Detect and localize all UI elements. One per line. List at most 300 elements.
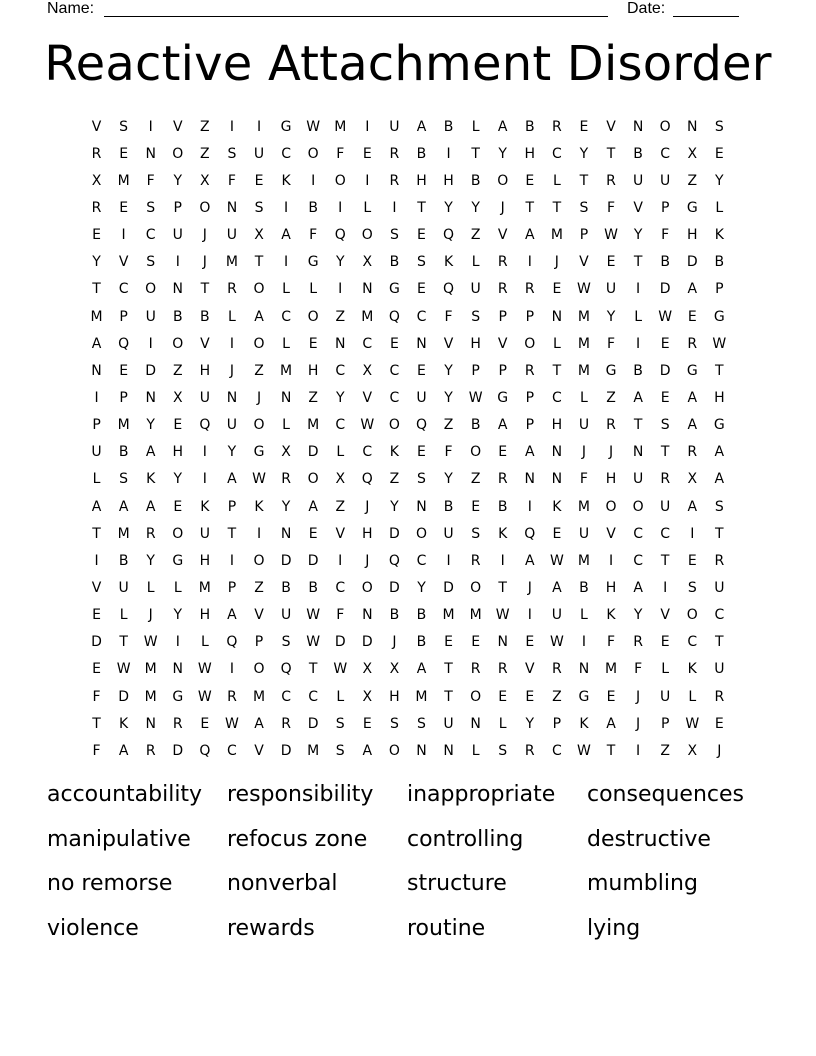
grid-letter[interactable]: E (687, 308, 697, 325)
grid-letter[interactable]: T (200, 281, 210, 298)
grid-letter[interactable]: I (148, 118, 153, 135)
grid-letter[interactable]: Y (335, 389, 345, 406)
grid-letter[interactable]: R (470, 661, 481, 678)
grid-letter[interactable]: M (117, 525, 130, 542)
grid-letter[interactable]: B (281, 579, 291, 596)
grid-letter[interactable]: R (687, 335, 698, 352)
grid-letter[interactable]: S (417, 715, 426, 732)
grid-letter[interactable]: N (362, 281, 373, 298)
grid-letter[interactable]: J (365, 498, 370, 515)
grid-letter[interactable]: A (281, 227, 291, 244)
grid-letter[interactable]: M (577, 498, 590, 515)
grid-letter[interactable]: X (362, 661, 373, 678)
grid-letter[interactable]: L (363, 199, 372, 216)
grid-letter[interactable]: X (687, 471, 698, 488)
grid-letter[interactable]: S (714, 498, 724, 515)
grid-letter[interactable]: P (471, 362, 480, 379)
grid-letter[interactable]: C (335, 417, 346, 434)
grid-letter[interactable]: I (338, 199, 343, 216)
grid-letter[interactable]: L (228, 308, 236, 325)
grid-letter[interactable]: P (525, 308, 535, 325)
grid-letter[interactable]: U (443, 715, 454, 732)
grid-letter[interactable]: N (280, 525, 292, 542)
grid-letter[interactable]: Q (443, 281, 455, 298)
grid-letter[interactable]: E (173, 498, 183, 515)
grid-letter[interactable]: L (552, 335, 561, 352)
grid-letter[interactable]: O (172, 335, 184, 352)
grid-letter[interactable]: R (714, 552, 725, 569)
grid-letter[interactable]: N (172, 661, 184, 678)
grid-letter[interactable]: E (687, 552, 697, 569)
grid-letter[interactable]: S (389, 715, 399, 732)
grid-letter[interactable]: Z (606, 389, 616, 406)
grid-letter[interactable]: W (143, 634, 158, 651)
grid-letter[interactable]: J (202, 254, 207, 271)
grid-letter[interactable]: W (468, 389, 483, 406)
grid-letter[interactable]: L (309, 281, 318, 298)
grid-letter[interactable]: I (202, 444, 207, 461)
grid-letter[interactable]: X (91, 172, 102, 189)
grid-letter[interactable]: Z (470, 471, 481, 488)
grid-letter[interactable]: P (173, 199, 182, 216)
grid-letter[interactable]: W (197, 688, 212, 705)
grid-letter[interactable]: E (119, 145, 129, 162)
grid-letter[interactable]: X (362, 362, 373, 379)
grid-letter[interactable]: C (660, 525, 671, 542)
grid-letter[interactable]: Z (335, 308, 346, 325)
grid-letter[interactable]: U (118, 579, 129, 596)
grid-letter[interactable]: G (172, 688, 184, 705)
grid-letter[interactable]: F (661, 227, 670, 244)
grid-letter[interactable]: P (254, 634, 264, 651)
grid-letter[interactable]: I (256, 525, 262, 542)
grid-letter[interactable]: I (229, 335, 234, 352)
grid-letter[interactable]: B (308, 579, 318, 596)
grid-letter[interactable]: Y (417, 579, 426, 596)
grid-letter[interactable]: C (335, 579, 346, 596)
grid-letter[interactable]: R (660, 471, 671, 488)
grid-letter[interactable]: F (336, 607, 345, 624)
grid-letter[interactable]: O (497, 172, 509, 189)
grid-letter[interactable]: E (660, 634, 670, 651)
grid-letter[interactable]: L (580, 607, 588, 624)
grid-letter[interactable]: V (443, 335, 454, 352)
grid-letter[interactable]: B (579, 579, 589, 596)
grid-letter[interactable]: P (498, 362, 507, 379)
grid-letter[interactable]: B (714, 254, 725, 271)
grid-letter[interactable]: A (552, 579, 562, 596)
grid-letter[interactable]: S (660, 417, 670, 434)
grid-letter[interactable]: V (200, 335, 210, 352)
grid-letter[interactable]: V (525, 661, 535, 678)
grid-letter[interactable]: Y (444, 471, 453, 488)
grid-letter[interactable]: R (389, 172, 400, 189)
grid-letter[interactable]: I (94, 552, 99, 569)
grid-letter[interactable]: I (663, 579, 668, 596)
grid-letter[interactable]: A (118, 498, 129, 515)
grid-letter[interactable]: Q (524, 525, 536, 542)
grid-letter[interactable]: I (202, 471, 207, 488)
grid-letter[interactable]: E (92, 227, 101, 244)
grid-letter[interactable]: V (660, 607, 670, 624)
grid-letter[interactable]: D (307, 715, 319, 732)
grid-letter[interactable]: S (146, 199, 156, 216)
grid-letter[interactable]: O (334, 172, 346, 189)
grid-letter[interactable]: E (498, 444, 508, 461)
grid-letter[interactable]: U (416, 389, 427, 406)
grid-letter[interactable]: C (416, 552, 427, 569)
grid-letter[interactable]: W (197, 661, 212, 678)
grid-letter[interactable]: U (632, 172, 644, 189)
grid-letter[interactable]: B (470, 172, 481, 189)
grid-letter[interactable]: J (256, 389, 262, 406)
grid-letter[interactable]: U (226, 417, 238, 434)
grid-letter[interactable]: I (446, 552, 451, 569)
grid-letter[interactable]: F (606, 634, 616, 651)
grid-letter[interactable]: R (524, 281, 535, 298)
grid-letter[interactable]: W (658, 308, 673, 325)
grid-letter[interactable]: V (362, 389, 373, 406)
grid-letter[interactable]: C (551, 742, 562, 759)
grid-letter[interactable]: O (470, 444, 482, 461)
grid-letter[interactable]: X (200, 172, 210, 189)
grid-letter[interactable]: M (577, 308, 590, 325)
grid-letter[interactable]: C (281, 145, 291, 162)
grid-letter[interactable]: O (307, 145, 319, 162)
grid-letter[interactable]: O (388, 417, 400, 434)
grid-letter[interactable]: U (660, 498, 671, 515)
grid-letter[interactable]: A (416, 661, 427, 678)
grid-letter[interactable]: C (633, 525, 643, 542)
grid-letter[interactable]: E (389, 335, 399, 352)
grid-letter[interactable]: E (417, 227, 426, 244)
grid-letter[interactable]: H (199, 362, 211, 379)
grid-letter[interactable]: T (444, 661, 453, 678)
grid-letter[interactable]: Q (280, 661, 292, 678)
grid-letter[interactable]: M (361, 308, 374, 325)
grid-letter[interactable]: S (714, 118, 724, 135)
grid-letter[interactable]: D (443, 579, 454, 596)
grid-letter[interactable]: Z (687, 172, 698, 189)
grid-letter[interactable]: J (500, 199, 505, 216)
grid-letter[interactable]: O (632, 498, 644, 515)
grid-letter[interactable]: E (362, 715, 372, 732)
grid-letter[interactable]: J (527, 579, 532, 596)
grid-letter[interactable]: D (307, 552, 319, 569)
grid-letter[interactable]: C (362, 444, 373, 461)
grid-letter[interactable]: H (443, 172, 454, 189)
grid-letter[interactable]: L (282, 281, 290, 298)
grid-letter[interactable]: Z (172, 362, 183, 379)
grid-letter[interactable]: C (551, 145, 562, 162)
grid-letter[interactable]: Y (471, 199, 480, 216)
grid-letter[interactable]: Y (633, 607, 643, 624)
grid-letter[interactable]: B (118, 552, 129, 569)
grid-letter[interactable]: N (91, 362, 102, 379)
grid-letter[interactable]: X (362, 688, 373, 705)
grid-letter[interactable]: M (117, 172, 130, 189)
grid-letter[interactable]: A (362, 742, 373, 759)
grid-letter[interactable]: B (633, 145, 643, 162)
grid-letter[interactable]: G (713, 308, 725, 325)
grid-letter[interactable]: V (606, 525, 616, 542)
grid-letter[interactable]: Z (335, 498, 346, 515)
grid-letter[interactable]: B (389, 607, 400, 624)
grid-letter[interactable]: M (117, 417, 130, 434)
grid-letter[interactable]: H (605, 471, 617, 488)
grid-letter[interactable]: I (636, 281, 641, 298)
grid-letter[interactable]: W (712, 335, 727, 352)
grid-letter[interactable]: F (606, 335, 616, 352)
grid-letter[interactable]: Y (173, 607, 183, 624)
grid-letter[interactable]: M (307, 742, 320, 759)
grid-letter[interactable]: O (172, 525, 184, 542)
grid-letter[interactable]: W (333, 661, 348, 678)
grid-letter[interactable]: V (633, 199, 643, 216)
grid-letter[interactable]: A (633, 579, 643, 596)
grid-letter[interactable]: R (497, 254, 508, 271)
grid-letter[interactable]: L (471, 742, 480, 759)
grid-letter[interactable]: F (444, 444, 453, 461)
grid-letter[interactable]: S (281, 634, 291, 651)
grid-letter[interactable]: Y (146, 552, 155, 569)
grid-letter[interactable]: H (416, 172, 427, 189)
grid-letter[interactable]: Y (579, 145, 589, 162)
grid-letter[interactable]: A (525, 444, 535, 461)
grid-letter[interactable]: T (471, 145, 480, 162)
grid-letter[interactable]: P (119, 389, 128, 406)
grid-letter[interactable]: M (307, 417, 320, 434)
grid-letter[interactable]: O (361, 579, 373, 596)
grid-letter[interactable]: G (253, 444, 265, 461)
grid-letter[interactable]: E (552, 525, 562, 542)
grid-letter[interactable]: Y (525, 715, 535, 732)
grid-letter[interactable]: F (336, 145, 345, 162)
grid-letter[interactable]: B (200, 308, 210, 325)
grid-letter[interactable]: I (365, 118, 370, 135)
grid-letter[interactable]: E (92, 661, 101, 678)
grid-letter[interactable]: K (498, 525, 508, 542)
grid-letter[interactable]: Y (498, 145, 507, 162)
grid-letter[interactable]: U (714, 661, 725, 678)
grid-letter[interactable]: E (119, 362, 129, 379)
grid-letter[interactable]: U (551, 607, 562, 624)
grid-letter[interactable]: I (229, 552, 234, 569)
grid-letter[interactable]: L (471, 254, 480, 271)
grid-letter[interactable]: V (91, 579, 102, 596)
grid-letter[interactable]: T (119, 634, 128, 651)
grid-letter[interactable]: C (281, 308, 291, 325)
grid-letter[interactable]: D (145, 362, 157, 379)
grid-letter[interactable]: O (307, 308, 319, 325)
grid-letter[interactable]: N (632, 444, 644, 461)
grid-letter[interactable]: R (91, 145, 102, 162)
grid-letter[interactable]: H (389, 688, 400, 705)
grid-letter[interactable]: P (92, 417, 101, 434)
grid-letter[interactable]: M (577, 362, 590, 379)
grid-letter[interactable]: E (444, 634, 453, 651)
grid-letter[interactable]: S (498, 742, 508, 759)
grid-letter[interactable]: R (497, 281, 508, 298)
grid-letter[interactable]: N (335, 335, 346, 352)
grid-letter[interactable]: Z (443, 417, 454, 434)
grid-letter[interactable]: Y (173, 471, 183, 488)
grid-letter[interactable]: C (118, 281, 129, 298)
grid-letter[interactable]: I (338, 552, 343, 569)
grid-letter[interactable]: I (365, 172, 370, 189)
grid-letter[interactable]: R (606, 172, 616, 189)
grid-letter[interactable]: X (172, 389, 183, 406)
grid-letter[interactable]: N (551, 444, 563, 461)
grid-letter[interactable]: O (388, 742, 400, 759)
grid-letter[interactable]: W (549, 552, 564, 569)
grid-letter[interactable]: V (118, 254, 129, 271)
grid-letter[interactable]: C (335, 362, 346, 379)
grid-letter[interactable]: I (175, 634, 180, 651)
grid-letter[interactable]: Y (444, 389, 453, 406)
grid-letter[interactable]: K (579, 715, 589, 732)
grid-letter[interactable]: W (252, 471, 266, 488)
grid-letter[interactable]: K (200, 498, 210, 515)
grid-letter[interactable]: T (417, 199, 426, 216)
grid-letter[interactable]: B (172, 308, 183, 325)
grid-letter[interactable]: E (660, 335, 670, 352)
grid-letter[interactable]: I (527, 498, 532, 515)
grid-letter[interactable]: D (686, 254, 698, 271)
grid-letter[interactable]: L (119, 607, 128, 624)
grid-letter[interactable]: E (471, 498, 481, 515)
grid-letter[interactable]: I (229, 661, 234, 678)
grid-letter[interactable]: F (92, 742, 101, 759)
grid-letter[interactable]: U (578, 525, 590, 542)
grid-letter[interactable]: I (690, 525, 695, 542)
grid-letter[interactable]: L (471, 118, 480, 135)
grid-letter[interactable]: B (497, 498, 508, 515)
grid-letter[interactable]: K (552, 498, 562, 515)
grid-letter[interactable]: W (306, 634, 321, 651)
grid-letter[interactable]: W (495, 607, 510, 624)
grid-letter[interactable]: F (634, 661, 643, 678)
grid-letter[interactable]: Q (415, 417, 427, 434)
grid-letter[interactable]: O (524, 335, 536, 352)
grid-letter[interactable]: B (416, 634, 427, 651)
grid-letter[interactable]: V (91, 118, 102, 135)
grid-letter[interactable]: O (686, 607, 698, 624)
grid-letter[interactable]: T (660, 444, 670, 461)
grid-letter[interactable]: G (686, 199, 698, 216)
grid-letter[interactable]: B (633, 362, 643, 379)
grid-letter[interactable]: S (335, 742, 345, 759)
grid-letter[interactable]: Z (200, 118, 210, 135)
grid-letter[interactable]: U (660, 172, 671, 189)
grid-letter[interactable]: I (338, 281, 343, 298)
grid-letter[interactable]: T (606, 742, 616, 759)
grid-letter[interactable]: N (551, 308, 563, 325)
grid-letter[interactable]: C (145, 227, 156, 244)
grid-letter[interactable]: A (91, 335, 102, 352)
grid-letter[interactable]: B (389, 254, 400, 271)
grid-letter[interactable]: A (714, 471, 725, 488)
grid-letter[interactable]: N (362, 607, 373, 624)
grid-letter[interactable]: M (415, 688, 428, 705)
grid-letter[interactable]: T (254, 254, 264, 271)
grid-letter[interactable]: R (281, 715, 291, 732)
grid-letter[interactable]: N (145, 389, 156, 406)
grid-letter[interactable]: T (552, 362, 562, 379)
grid-letter[interactable]: T (308, 661, 318, 678)
grid-letter[interactable]: G (686, 362, 698, 379)
grid-letter[interactable]: N (578, 661, 590, 678)
grid-letter[interactable]: L (552, 172, 561, 189)
grid-letter[interactable]: I (636, 742, 641, 759)
grid-letter[interactable]: B (470, 417, 481, 434)
grid-letter[interactable]: T (498, 579, 507, 596)
grid-letter[interactable]: U (172, 227, 183, 244)
grid-letter[interactable]: C (362, 335, 373, 352)
grid-letter[interactable]: W (549, 634, 564, 651)
grid-letter[interactable]: D (172, 742, 184, 759)
grid-letter[interactable]: N (632, 118, 644, 135)
grid-letter[interactable]: I (256, 118, 262, 135)
grid-letter[interactable]: W (577, 281, 591, 298)
grid-letter[interactable]: J (636, 715, 641, 732)
grid-letter[interactable]: U (145, 308, 156, 325)
grid-letter[interactable]: Q (388, 308, 400, 325)
grid-letter[interactable]: L (715, 199, 724, 216)
grid-letter[interactable]: T (92, 281, 101, 298)
grid-letter[interactable]: E (525, 634, 535, 651)
grid-letter[interactable]: E (552, 281, 562, 298)
grid-letter[interactable]: Y (146, 417, 155, 434)
grid-letter[interactable]: H (362, 525, 373, 542)
grid-letter[interactable]: Y (444, 362, 453, 379)
grid-letter[interactable]: C (308, 688, 319, 705)
grid-letter[interactable]: W (225, 715, 239, 732)
grid-letter[interactable]: L (498, 715, 507, 732)
grid-letter[interactable]: Z (660, 742, 670, 759)
grid-letter[interactable]: X (687, 742, 698, 759)
grid-letter[interactable]: U (199, 389, 210, 406)
grid-letter[interactable]: T (92, 525, 101, 542)
grid-letter[interactable]: E (606, 254, 616, 271)
grid-letter[interactable]: V (606, 118, 616, 135)
grid-letter[interactable]: C (551, 389, 562, 406)
grid-letter[interactable]: R (91, 199, 102, 216)
grid-letter[interactable]: X (687, 145, 698, 162)
grid-letter[interactable]: D (361, 634, 373, 651)
grid-letter[interactable]: L (282, 417, 290, 434)
grid-letter[interactable]: D (307, 444, 319, 461)
grid-letter[interactable]: W (685, 715, 700, 732)
grid-letter[interactable]: G (605, 362, 617, 379)
grid-letter[interactable]: H (524, 145, 536, 162)
grid-letter[interactable]: O (415, 525, 427, 542)
grid-letter[interactable]: J (202, 227, 207, 244)
grid-letter[interactable]: N (172, 281, 184, 298)
grid-letter[interactable]: E (308, 335, 318, 352)
grid-letter[interactable]: A (687, 389, 698, 406)
grid-letter[interactable]: P (715, 281, 724, 298)
grid-letter[interactable]: R (606, 417, 616, 434)
grid-letter[interactable]: H (714, 389, 725, 406)
grid-letter[interactable]: E (362, 145, 372, 162)
grid-letter[interactable]: A (308, 498, 318, 515)
grid-letter[interactable]: Y (335, 254, 345, 271)
grid-letter[interactable]: J (636, 688, 641, 705)
grid-letter[interactable]: Q (334, 227, 346, 244)
grid-letter[interactable]: Y (715, 172, 724, 189)
grid-letter[interactable]: O (605, 498, 617, 515)
